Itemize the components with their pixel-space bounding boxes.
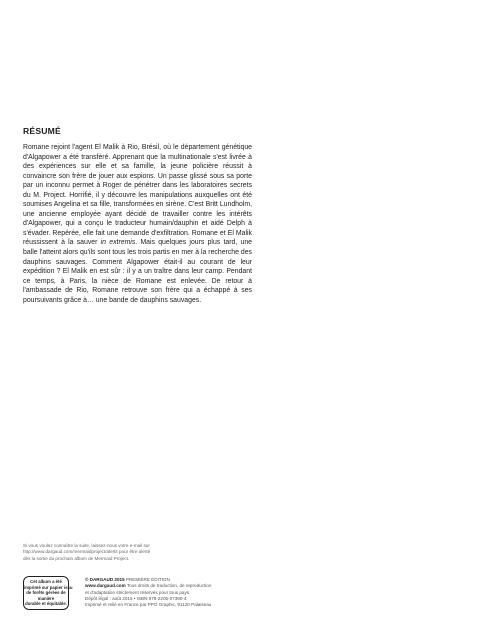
resume-italic-phrase: in extremis (100, 239, 136, 247)
rights-line: et d'adaptation strictement réservés pour tous pays. (85, 589, 191, 595)
eco-badge-line: durable et équitable. (25, 601, 67, 607)
resume-text-part2: . Mais quelques jours plus tard, une balle l'atteint alors qu'ils sont tous les trois partis en mer à la recherche des dauphins sauvages. Comment Algapower était-il au courant de leur expédition ? El Malik en est sûr : il y a un traître dans leur camp. Pendant ce temps, à Paris, la nièce de Romane est enlevée. De retour à l'ambassade de Rio, Romane retrouve son frère qui a échappé à ses poursuivants grâce à… une bande de dauphins sauvages. (23, 239, 252, 304)
eco-badge-line: de forêts gérées de (26, 590, 66, 596)
legal-notice (85, 577, 285, 608)
eco-badge-line: manière (37, 595, 55, 601)
edition: PREMIÈRE ÉDITION (124, 577, 170, 582)
resume-text (23, 143, 252, 305)
copyright: © DARGAUD 2015 (85, 577, 125, 582)
resume-text-part1: Romane rejoint l'agent El Malik à Rio, Brésil, où le département génétique d'Algapower a été transféré. Apprenant que la multinationale s'est livrée à des expériences sur elle et sa famille, la jeune policière réussit à convaincre son frère de jouer aux espions. Un passe glissé sous sa porte par un inconnu permet à Roger de pénétrer dans les laboratoires secrets du M. Project. Horrifié, il y découvre les manipulations auxquelles ont été soumises Angelina et sa fille, transformées en sirène. C'est Britt Lundholm, une ancienne employée ayant décidé de travailler contre les intérêts d'Algapower, qui a conçu le traducteur humain/dauphin et aidé Delph à s'évader. Repérée, elle fait une demande d'exfiltration. Romane et El Malik réussissent à la sauver (23, 144, 252, 247)
footnote-line: dès la sortie du prochain album de Mermaid Project. (23, 555, 130, 561)
eco-badge-line: Cet album a été (30, 579, 62, 584)
footnote-line: Si vous voulez connaître la suite, laissez-nous votre e-mail sur (23, 543, 150, 548)
publisher-website: www.dargaud.com (85, 583, 126, 589)
footnote-link-line: http://www.dargaud.com/mermaidproject/alerts pour être alerté (23, 549, 151, 555)
resume-heading: RÉSUMÉ (23, 126, 61, 136)
newsletter-footnote (23, 543, 223, 562)
eco-paper-badge (23, 576, 73, 610)
rights-line: Tous droits de traduction, de reproduction (125, 583, 212, 589)
eco-badge-line: imprimé sur papier issu (24, 584, 73, 590)
legal-deposit: Dépôt légal : août 2015 • ISBN 978-2205-07390-4 (85, 595, 187, 601)
printer-info: Imprimé et relié en France par PPO Graphic, 91120 Palaiseau (85, 602, 212, 608)
